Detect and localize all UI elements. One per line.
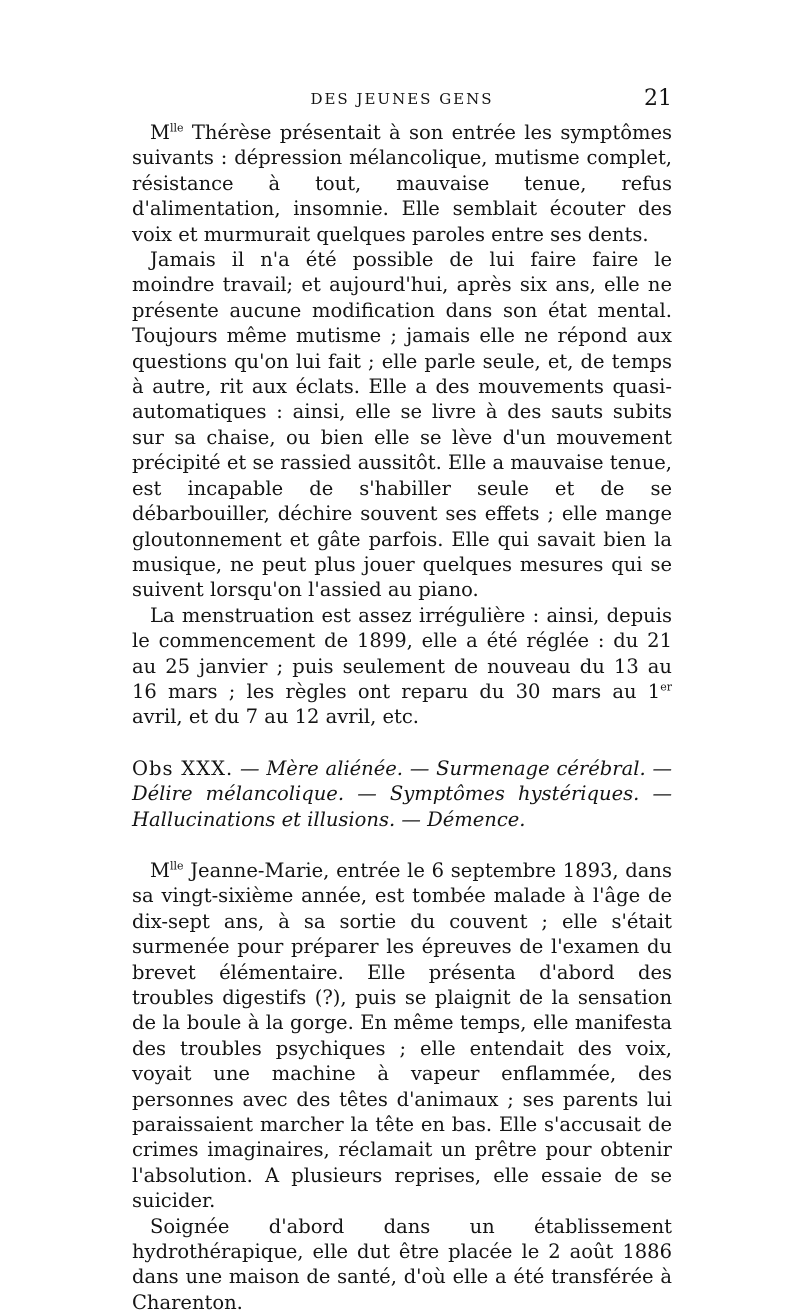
honorific-superscript: lle [169,121,184,135]
observation-title: — Mère aliénée. — Surmenage cérébral. — Délire mélancolique. — Symptômes hystériques. — Hallucinations et illusions. — Démence. [132,756,672,831]
paragraph-jeanne-marie-history [132,858,672,1214]
paragraph-text: La menstruation est assez irrégulière : ainsi, depuis le commencement de 1899, elle a été réglée : du 21 au 25 janvier ; puis seulement de nouveau du 13 au 16 mars ; les règles ont reparu du 30 mars au 1 [132,603,672,703]
honorific: M [150,858,170,882]
observation-label: Obs XXX. [132,756,234,780]
ordinal-superscript: er [660,680,672,694]
paragraph-menstruation [132,603,672,730]
paragraph-text: Thérèse présentait à son entrée les symptômes suivants : dépression mélancolique, mutisme complet, résistance à tout, mauvaise tenue, refus d'alimentation, insomnie. Elle semblait écouter des voix et murmurait quelques paroles entre ses dents. [132,121,672,246]
paragraph-therese-evolution [132,247,672,603]
paragraph-therese-symptoms [132,120,672,247]
page-number: 21 [644,86,672,111]
honorific-superscript: lle [169,859,184,873]
honorific: M [150,121,170,144]
paragraph-text: Soignée d'abord dans un établissement hydrothérapique, elle dut être placée le 2 août 1886 dans une maison de santé, d'où elle a été transférée à Charenton. [132,1214,672,1314]
paragraph-text: Jamais il n'a été possible de lui faire faire le moindre travail; et aujourd'hui, après six ans, elle ne présente aucune modification dans son état mental. Toujours même mutisme ; jamais elle ne répond aux questions qu'on lui fait ; elle parle seule, et, de temps à autre, rit aux éclats. Elle a des mouvements quasi-automatiques : ainsi, elle se livre à des sauts subits sur sa chaise, ou bien elle se lève d'un mouvement précipité et se rassied aussitôt. Elle a mauvaise tenue, est incapable de s'habiller seule et de se débarbouiller, déchire souvent ses effets ; elle mange gloutonnement et gâte parfois. Elle qui savait bien la musique, ne peut plus jouer quelques mesures qui se suivent lorsqu'on l'assied au piano. [132,248,672,602]
observation-heading [132,756,672,832]
paragraph-jeanne-marie-treatment [132,1214,672,1315]
paragraph-text: Jeanne-Marie, entrée le 6 septembre 1893, dans sa vingt-sixième année, est tombée malade à l'âge de dix-sept ans, à sa sortie du couvent ; elle s'était surmenée pour préparer les épreuves de l'examen du brevet élémentaire. Elle présenta d'abord des troubles digestifs (?), puis se plaignit de la sensation de la boule à la gorge. En même temps, elle manifesta des troubles psychiques ; elle entendait des voix, voyait une machine à vapeur enflammée, des personnes avec des têtes d'animaux ; ses parents lui paraissaient marcher la tête en bas. Elle s'accusait de crimes imaginaires, réclamait un prêtre pour obtenir l'absolution. A plusieurs reprises, elle essaie de se suicider. [132,858,672,1213]
running-head: DES JEUNES GENS [310,90,494,108]
page-header [132,86,672,118]
body-text [132,120,672,1315]
paragraph-text: avril, et du 7 au 12 avril, etc. [132,705,419,729]
